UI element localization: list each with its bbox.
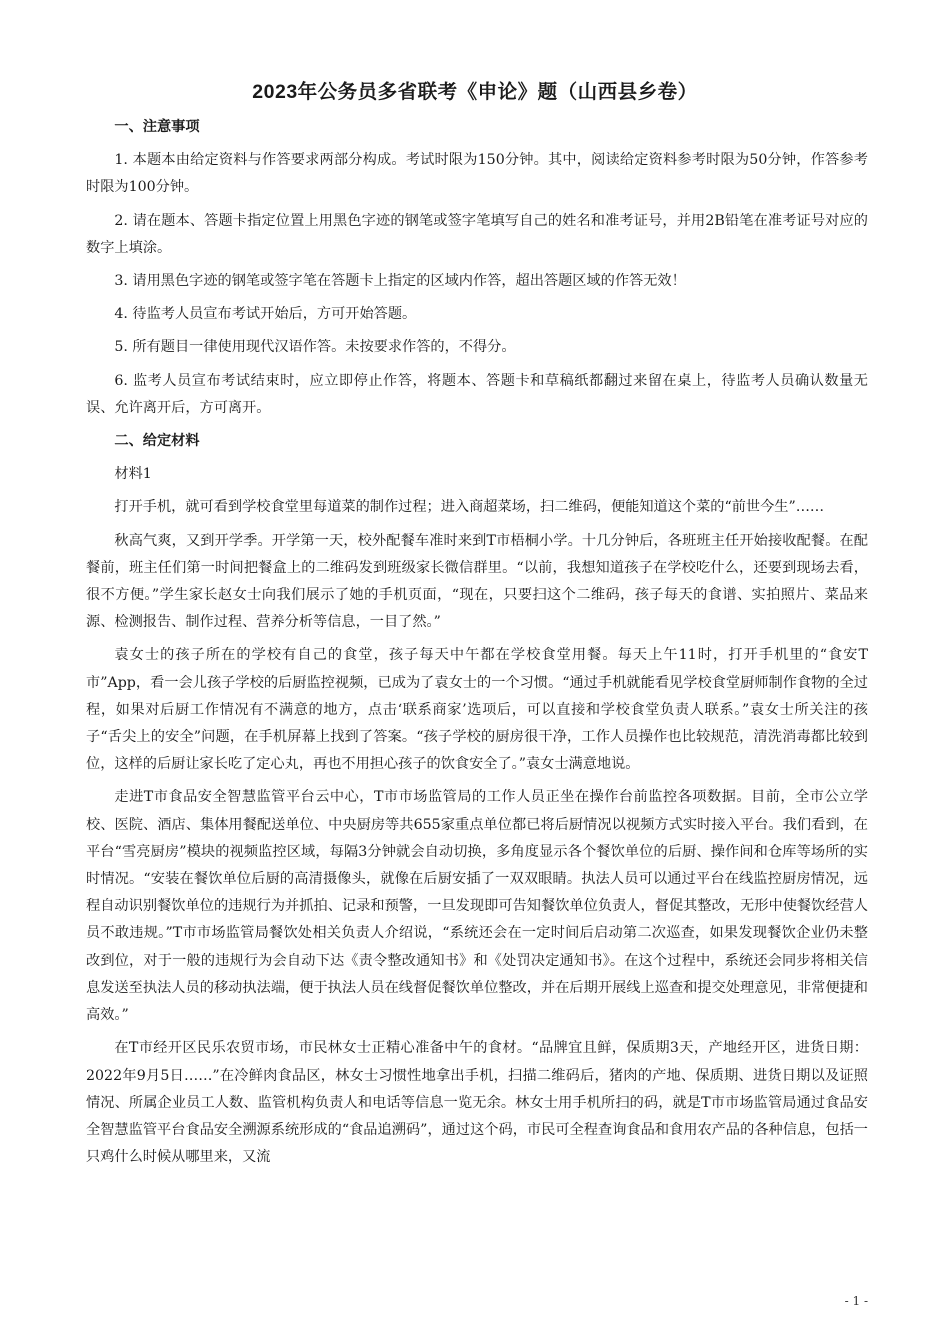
material-paragraph-3: 袁女士的孩子所在的学校有自己的食堂，孩子每天中午都在学校食堂用餐。每天上午11时，打开手机里的“食安T市”App，看一会儿孩子学校的后厨监控视频，已成为了袁女士的一个习惯。“通过手机就能看见学校食堂厨师制作食物的全过程，如果对后厨工作情况有不满意的地方，点击‘联系商家’选项后，可以直接和学校食堂负责人联系。”袁女士所关注的孩子“舌尖上的安全”问题，在手机屏幕上找到了答案。“孩子学校的厨房很干净，工作人员操作也比较规范，清洗消毒都比较到位，这样的后厨让家长吃了定心丸，再也不用担心孩子的饮食安全了。”袁女士满意地说。 — [86, 647, 868, 773]
notice-item-4: 4. 待监考人员宣布考试开始后，方可开始答题。 — [114, 306, 417, 323]
material-paragraph-1: 打开手机，就可看到学校食堂里每道菜的制作过程；进入商超菜场，扫二维码，便能知道这个菜的“前世今生”…… — [114, 499, 825, 516]
notice-item-5: 5. 所有题目一律使用现代汉语作答。未按要求作答的，不得分。 — [114, 339, 516, 356]
material-paragraph-2: 秋高气爽，又到开学季。开学第一天，校外配餐车准时来到T市梧桐小学。十几分钟后，各班班主任开始接收配餐。在配餐前，班主任们第一时间把餐盒上的二维码发到班级家长微信群里。“以前，我想知道孩子在学校吃什么，还要到现场去看，很不方便。”学生家长赵女士向我们展示了她的手机页面，“现在，只要扫这个二维码，孩子每天的食谱、实拍照片、菜品来源、检测报告、制作过程、营养分析等信息，一目了然。” — [86, 532, 868, 631]
material-paragraph-4: 走进T市食品安全智慧监管平台云中心，T市市场监管局的工作人员正坐在操作台前监控各项数据。目前，全市公立学校、医院、酒店、集体用餐配送单位、中央厨房等共655家重点单位都已将后厨情况以视频方式实时接入平台。我们看到，在平台“雪亮厨房”模块的视频监控区域，每隔3分钟就会自动切换，多角度显示各个餐饮单位的后厨、操作间和仓库等场所的实时情况。“安装在餐饮单位后厨的高清摄像头，就像在后厨安插了一双双眼睛。执法人员可以通过平台在线监控厨房情况，远程自动识别餐饮单位的违规行为并抓拍、记录和预警，一旦发现即可告知餐饮单位负责人，督促其整改，无形中使餐饮经营人员不敢违规。”T市市场监管局餐饮处相关负责人介绍说，“系统还会在一定时间后启动第二次巡查，如果发现餐饮企业仍未整改到位，对于一般的违规行为会自动下达《责令整改通知书》和《处罚决定通知书》。在这个过程中，系统还会同步将相关信息发送至执法人员的移动执法端，便于执法人员在线督促餐饮单位整改，并在后期开展线上巡查和提交处理意见，非常便捷和高效。” — [86, 789, 868, 1024]
page-title: 2023年公务员多省联考《申论》题（山西县乡卷） — [252, 81, 698, 103]
notice-item-6: 6. 监考人员宣布考试结束时，应立即停止作答，将题本、答题卡和草稿纸都翻过来留在桌上，待监考人员确认数量无误、允许离开后，方可离开。 — [86, 372, 868, 416]
page-number: - 1 - — [844, 1294, 868, 1308]
notice-item-3: 3. 请用黑色字迹的钢笔或签字笔在答题卡上指定的区域内作答，超出答题区域的作答无效！ — [114, 273, 686, 290]
document-body — [86, 114, 868, 1177]
notice-item-2: 2. 请在题本、答题卡指定位置上用黑色字迹的钢笔或签字笔填写自己的姓名和准考证号，并用2B铅笔在准考证号对应的数字上填涂。 — [86, 212, 868, 256]
section-heading-notice: 一、注意事项 — [114, 119, 200, 135]
material-paragraph-5: 在T市经开区民乐农贸市场，市民林女士正精心准备中午的食材。“品牌宜且鲜，保质期3天，产地经开区，进货日期：2022年9月5日……”在冷鲜肉食品区，林女士习惯性地拿出手机，扫描二维码后，猪肉的产地、保质期、进货日期以及证照情况、所属企业员工人数、监管机构负责人和电话等信息一览无余。林女士用手机所扫的码，就是T市市场监管局通过食品安全智慧监管平台食品安全溯源系统形成的“食品追溯码”，通过这个码，市民可全程查询食品和食用农产品的各种信息，包括一只鸡什么时候从哪里来，又流 — [86, 1040, 868, 1166]
section-heading-materials: 二、给定材料 — [114, 433, 200, 450]
material-label: 材料1 — [114, 466, 152, 483]
notice-item-1: 1. 本题本由给定资料与作答要求两部分构成。考试时限为150分钟。其中，阅读给定资料参考时限为50分钟，作答参考时限为100分钟。 — [86, 152, 868, 196]
